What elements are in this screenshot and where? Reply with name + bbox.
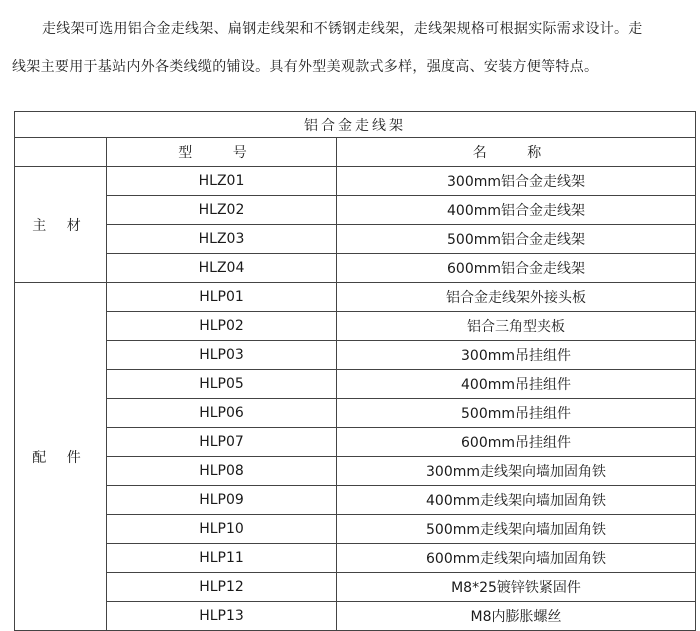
table-row: [15, 602, 696, 631]
cell-name: 300mm铝合金走线架: [337, 167, 696, 196]
cell-model: HLZ01: [107, 167, 337, 196]
header-name: 名 称: [337, 138, 696, 167]
cell-name: 600mm走线架向墙加固角铁: [337, 544, 696, 573]
header-model: 型 号: [107, 138, 337, 167]
table-row: [15, 399, 696, 428]
cell-name: 500mm走线架向墙加固角铁: [337, 515, 696, 544]
table-row: [15, 312, 696, 341]
group-label: 主 材: [15, 167, 107, 283]
cell-name: M8*25镀锌铁紧固件: [337, 573, 696, 602]
table-row: [15, 428, 696, 457]
group-label: 配 件: [15, 283, 107, 631]
table-header-row: [15, 138, 696, 167]
table-row: [15, 370, 696, 399]
cell-name: 300mm吊挂组件: [337, 341, 696, 370]
table-row: [15, 225, 696, 254]
table-title-row: [15, 112, 696, 138]
table-row: [15, 167, 696, 196]
cell-name: 400mm铝合金走线架: [337, 196, 696, 225]
cell-model: HLP13: [107, 602, 337, 631]
intro-line-1: 走线架可选用铝合金走线架、扁钢走线架和不锈钢走线架，走线架规格可根据实际需求设计。走: [42, 21, 643, 37]
cell-model: HLP01: [107, 283, 337, 312]
cell-model: HLP11: [107, 544, 337, 573]
cell-name: 500mm吊挂组件: [337, 399, 696, 428]
cell-model: HLP08: [107, 457, 337, 486]
table-row: [15, 544, 696, 573]
cell-model: HLP10: [107, 515, 337, 544]
cell-model: HLP09: [107, 486, 337, 515]
table-title: 铝合金走线架: [15, 112, 696, 138]
cell-name: 400mm吊挂组件: [337, 370, 696, 399]
cell-name: 500mm铝合金走线架: [337, 225, 696, 254]
table-row: [15, 486, 696, 515]
cell-name: 400mm走线架向墙加固角铁: [337, 486, 696, 515]
table-row: [15, 283, 696, 312]
cell-name: 300mm走线架向墙加固角铁: [337, 457, 696, 486]
cell-model: HLP12: [107, 573, 337, 602]
cell-model: HLP02: [107, 312, 337, 341]
cell-model: HLP05: [107, 370, 337, 399]
cell-model: HLZ03: [107, 225, 337, 254]
table-row: [15, 457, 696, 486]
header-blank: [15, 138, 107, 167]
table-row: [15, 196, 696, 225]
table-row: [15, 515, 696, 544]
cell-name: 600mm吊挂组件: [337, 428, 696, 457]
cell-model: HLZ02: [107, 196, 337, 225]
intro-line-2: 线架主要用于基站内外各类线缆的铺设。具有外型美观款式多样，强度高、安装方便等特点。: [12, 59, 599, 75]
cell-model: HLZ04: [107, 254, 337, 283]
intro-paragraph: [12, 10, 692, 86]
cell-name: 铝合金走线架外接头板: [337, 283, 696, 312]
cell-name: M8内膨胀螺丝: [337, 602, 696, 631]
spec-table: [14, 111, 696, 631]
cell-model: HLP03: [107, 341, 337, 370]
table-row: [15, 254, 696, 283]
cell-model: HLP06: [107, 399, 337, 428]
cell-name: 铝合三角型夹板: [337, 312, 696, 341]
cell-model: HLP07: [107, 428, 337, 457]
cell-name: 600mm铝合金走线架: [337, 254, 696, 283]
table-body: [15, 167, 696, 631]
table-row: [15, 341, 696, 370]
table-row: [15, 573, 696, 602]
